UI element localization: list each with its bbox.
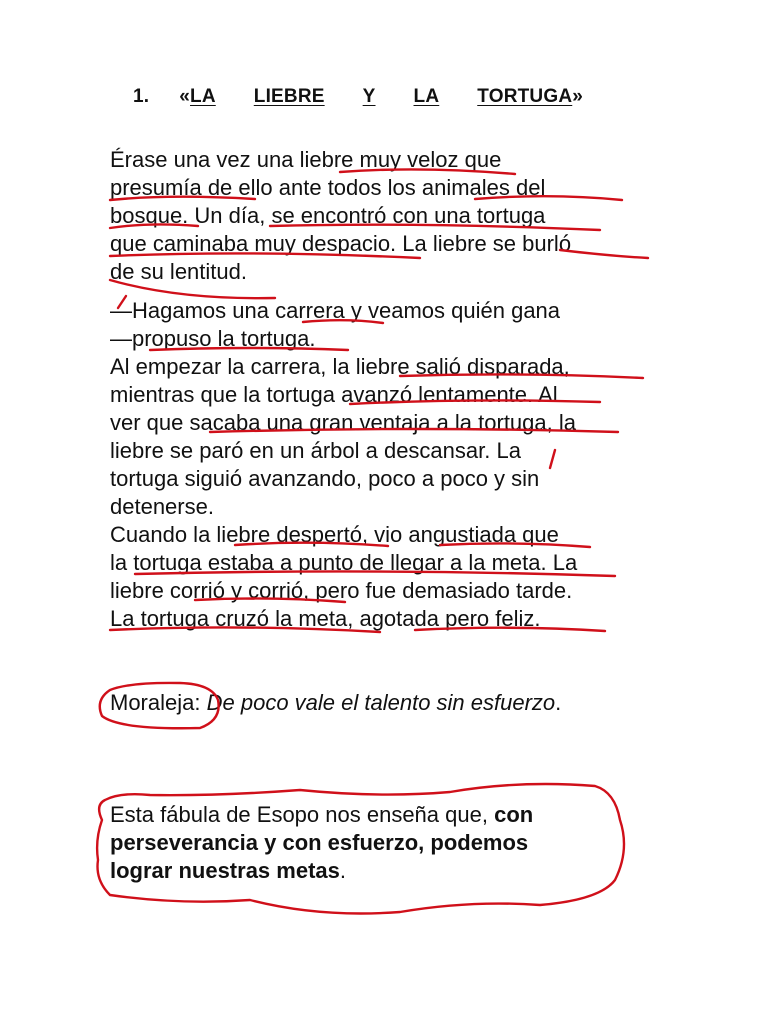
text-line: —propuso la tortuga. <box>110 326 316 351</box>
title-open-quote: « <box>179 86 191 107</box>
text-line: liebre corrió y corrió, pero fue demasiado tarde. <box>110 578 573 603</box>
title-number: 1. <box>133 86 150 107</box>
title-word-1: LA <box>190 86 216 107</box>
moral-period: . <box>555 690 562 715</box>
text-line: Cuando la liebre despertó, vio angustiada que <box>110 522 559 547</box>
lesson-bold-3: lograr nuestras metas <box>110 858 340 883</box>
moral-text: De poco vale el talento sin esfuerzo <box>206 690 556 715</box>
text-line: La tortuga cruzó la meta, agotada pero feliz. <box>110 606 541 631</box>
lesson-bold-1: con <box>494 802 534 827</box>
text-line: ver que sacaba una gran ventaja a la tortuga, la <box>110 410 576 435</box>
text-line: mientras que la tortuga avanzó lentamente. Al <box>110 382 558 407</box>
story-title <box>133 86 583 108</box>
title-close-quote: » <box>572 86 584 107</box>
paragraph-story <box>110 297 670 633</box>
text-line: liebre se paró en un árbol a descansar. La <box>110 438 521 463</box>
text-line: presumía de ello ante todos los animales del <box>110 175 546 200</box>
text-line: tortuga siguió avanzando, poco a poco y sin <box>110 466 540 491</box>
text-line: de su lentitud. <box>110 259 247 284</box>
text-line: la tortuga estaba a punto de llegar a la meta. La <box>110 550 578 575</box>
lesson-paragraph <box>110 801 670 885</box>
lesson-period: . <box>339 858 346 883</box>
moral-line <box>110 689 670 717</box>
text-line: bosque. Un día, se encontró con una tortuga <box>110 203 546 228</box>
lesson-bold-2: perseverancia y con esfuerzo, podemos <box>110 830 529 855</box>
title-word-5: TORTUGA <box>477 86 573 107</box>
moral-label: Moraleja: <box>110 690 201 715</box>
text-line: que caminaba muy despacio. La liebre se burló <box>110 231 572 256</box>
text-line: —Hagamos una carrera y veamos quién gana <box>110 298 561 323</box>
paragraph-intro <box>110 146 670 286</box>
title-word-4: LA <box>413 86 440 107</box>
text-line: detenerse. <box>110 494 214 519</box>
title-word-2: LIEBRE <box>253 86 325 107</box>
text-line: Al empezar la carrera, la liebre salió disparada, <box>110 354 570 379</box>
lesson-intro: Esta fábula de Esopo nos enseña que, <box>110 802 495 827</box>
title-word-3: Y <box>362 86 376 107</box>
text-line: Érase una vez una liebre muy veloz que <box>110 147 502 172</box>
